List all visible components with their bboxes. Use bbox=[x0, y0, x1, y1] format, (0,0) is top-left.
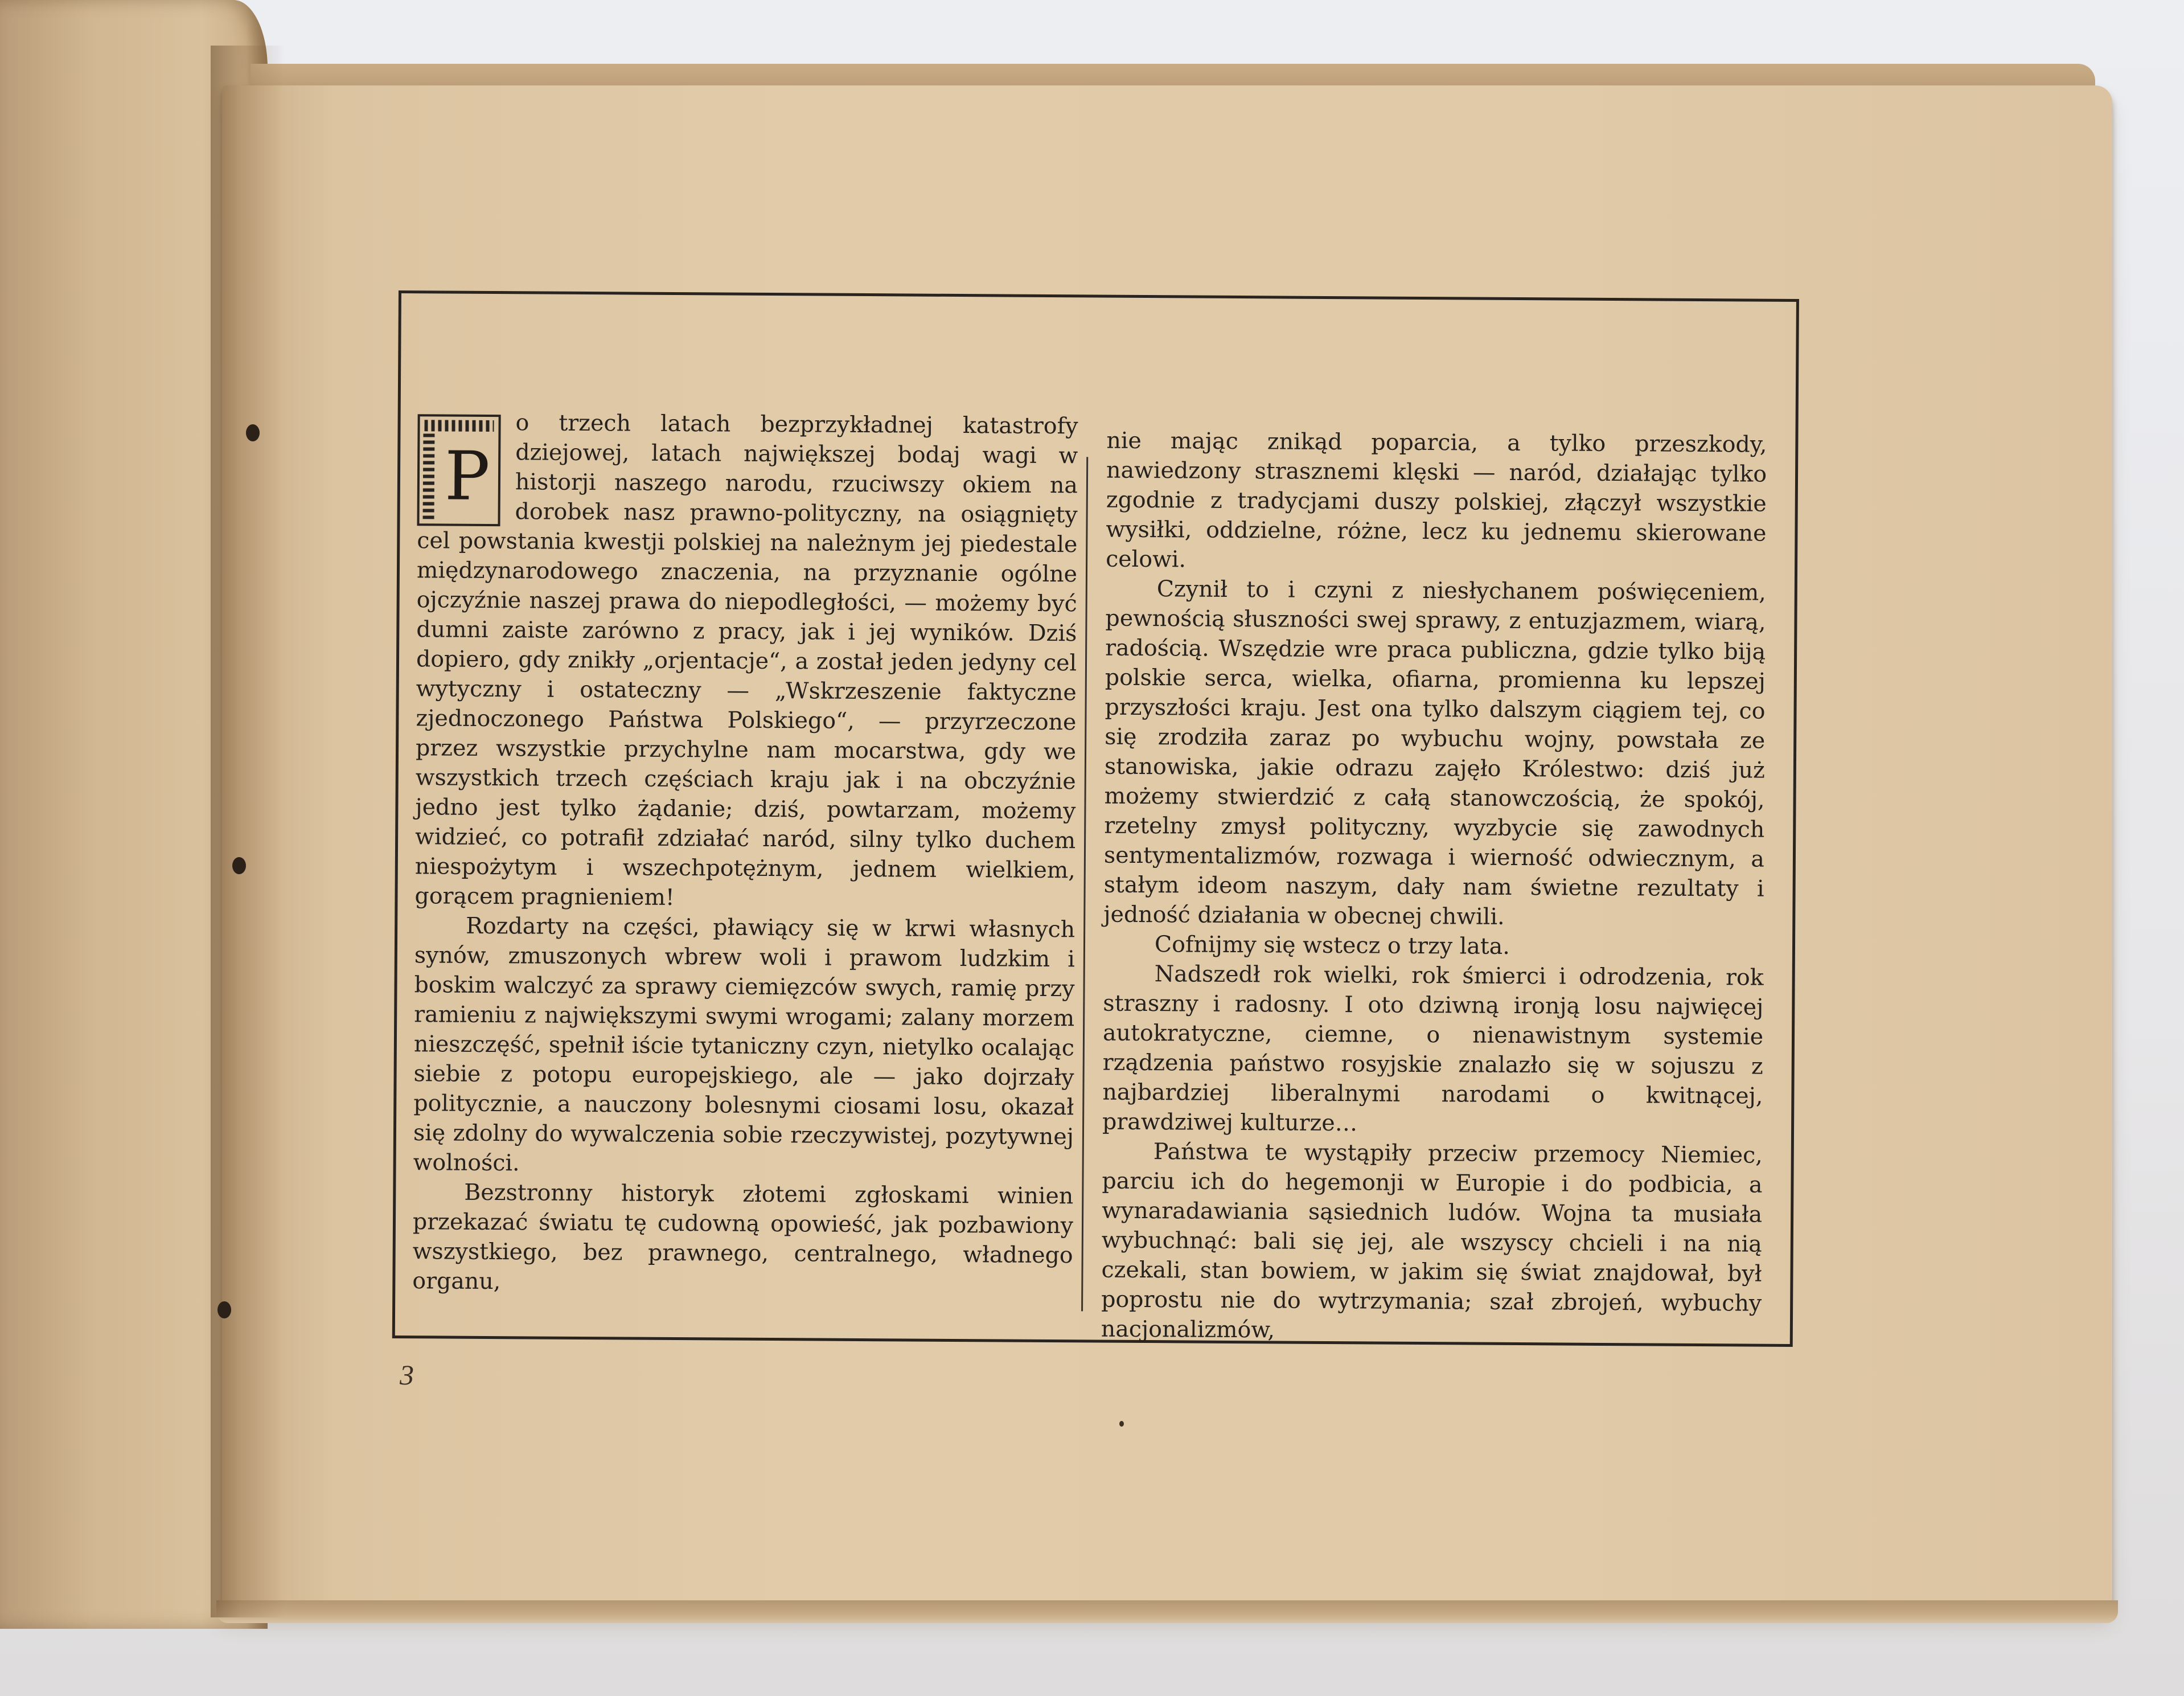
book-gutter bbox=[211, 46, 285, 1617]
text-frame bbox=[392, 290, 1799, 1347]
dropcap-border-pattern bbox=[424, 420, 494, 432]
dropcap-border-pattern-side bbox=[423, 433, 435, 519]
paragraph: Państwa te wystąpiły przeciw przemocy Niemiec, parciu ich do hegemonji w Europie i do podbicia, a wynaradawiania sąsiednich ludów. Wojna ta musiała wybuchnąć: bali się jej, ale wszyscy chcieli i na nią czekali, stan bowiem, w jakim się świat znajdował, był poprostu nie do wytrzymania; szał zbrojeń, wybuchy nacjonalizmów, bbox=[1101, 1138, 1763, 1343]
ornamental-dropcap bbox=[417, 414, 500, 526]
paragraph: o trzech latach bezprzykładnej katastrofy dziejowej, latach największej bodaj wagi w historji naszego narodu, rzuciwszy okiem na dorobek nasz prawno-polityczny, na osiągnięty cel powstania kwestji polskiej na należnym jej piedestale międzynarodowego znaczenia, na przyznanie ogólne ojczyźnie naszej prawa do niepodległości, — możemy być dumni zaiste zarówno z pracy, jak i jej wyników. Dziś dopiero, gdy znikły „orjentacje“, a został jeden jedyny cel wytyczny i ostateczny — „Wskrzeszenie faktyczne zjednoczonego Państwa Polskiego“, — przyrzeczone przez wszystkie przychylne nam mocarstwa, gdy we wszystkich trzech częściach kraju jak i na obczyźnie jedno jest tylko żądanie; dziś, powtarzam, możemy widzieć, co potrafił zdziałać naród, silny tylko duchem niespożytym i wszechpotężnym, jednem wielkiem, gorącem pragnieniem! bbox=[414, 409, 1078, 911]
paragraph: Nadszedł rok wielki, rok śmierci i odrodzenia, rok straszny i radosny. I oto dziwną ironją losu najwięcej autokratyczne, ciemne, o nienawistnym systemie rządzenia państwo rosyjskie znalazło się w sojuszu z najbardziej liberalnymi narodami o kwitnącej, prawdziwej kulturze… bbox=[1102, 961, 1764, 1137]
paragraph: Rozdarty na części, pławiący się w krwi własnych synów, zmuszonych wbrew woli i prawom ludzkim i boskim walczyć za sprawy ciemięzców swych, ramię przy ramieniu z największymi swymi wrogami; zalany morzem nieszczęść, spełnił iście tytaniczny czyn, nietylko ocalając siebie z potopu europejskiego, ale — jako dojrzały politycznie, a nauczony bolesnymi ciosami losu, okazał się zdolny do wywalczenia sobie rzeczywistej, pozytywnej wolności. bbox=[413, 912, 1075, 1177]
paragraph: nie mając znikąd poparcia, a tylko przeszkody, nawiedzony strasznemi klęski — naród, działając tylko zgodnie z tradycjami duszy polskiej, złączył wszystkie wysiłki, oddzielne, różne, lecz ku jednemu skierowane celowi. bbox=[1106, 427, 1767, 573]
page-number: 3 bbox=[400, 1359, 414, 1391]
page-edges-bottom bbox=[216, 1600, 2118, 1623]
paragraph: Cofnijmy się wstecz o trzy lata. bbox=[1154, 931, 1510, 960]
paragraph: Czynił to i czyni z niesłychanem poświęceniem, pewnością słuszności swej sprawy, z entuzjazmem, wiarą, radością. Wszędzie wre praca publiczna, gdzie tylko biją polskie serca, wielka, ofiarna, promienna ku lepszej przyszłości kraju. Jest ona tylko dalszym ciągiem tej, co się zrodziła zaraz po wybuchu wojny, powstała ze stanowiska, jakie odrazu zajęło Królestwo: dziś już możemy stwierdzić z całą stanowczością, że spokój, rzetelny zmysł polityczny, wyzbycie się zawodnych sentymentalizmów, rozwaga i wierność odwiecznym, a stałym ideom naszym, dały nam świetne rezultaty i jedność działania w obecnej chwili. bbox=[1103, 576, 1766, 930]
dropcap-letter: P bbox=[444, 436, 490, 515]
binding-hole-top bbox=[246, 424, 260, 441]
binding-hole-bottom bbox=[217, 1301, 231, 1318]
paper-speck bbox=[1119, 1421, 1124, 1427]
binding-hole-middle bbox=[232, 857, 246, 874]
paragraph: Bezstronny historyk złotemi zgłoskami winien przekazać światu tę cudowną opowieść, jak pozbawiony wszystkiego, bez prawnego, centralnego, władnego organu, bbox=[412, 1179, 1074, 1295]
text-column-right bbox=[1101, 426, 1767, 1348]
text-column-left bbox=[412, 407, 1078, 1300]
column-divider bbox=[1081, 457, 1088, 1311]
